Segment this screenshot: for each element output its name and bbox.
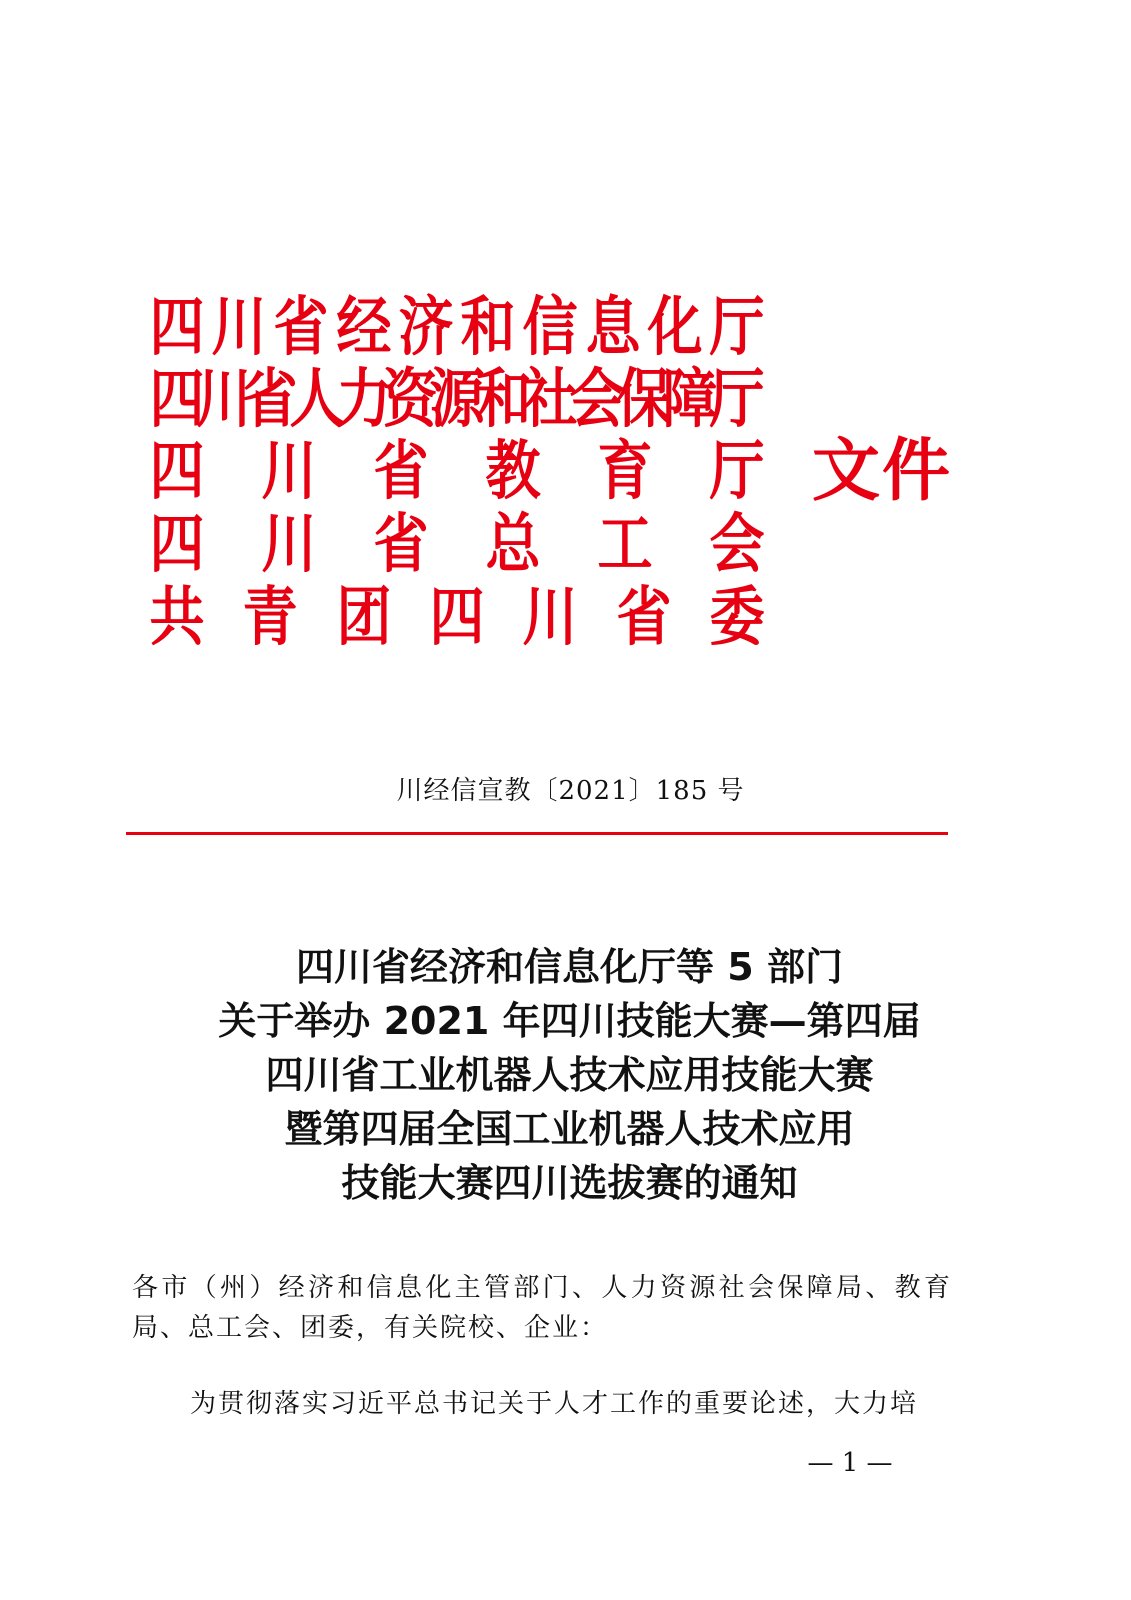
masthead-char: 源 [429,363,485,437]
masthead-char: 委 [709,581,765,655]
masthead-char: 川 [196,363,252,437]
masthead-char: 川 [261,508,317,582]
masthead-char: 省 [273,291,329,365]
masthead-char: 厅 [709,435,765,509]
masthead-char: 四 [149,435,205,509]
masthead-char: 保 [616,363,672,437]
addressee: 各市（州）经济和信息化主管部门、人力资源社会保障局、教育局、总工会、团委，有关院校、企业： [132,1273,952,1343]
document-number: 川经信宣教〔2021〕185 号 [396,776,745,806]
masthead-char: 四 [429,581,485,655]
title-line-3: 四川省工业机器人技术应用技能大赛 [265,1053,874,1097]
masthead [0,0,1131,680]
body-paragraph: 为贯彻落实习近平总书记关于人才工作的重要论述，大力培 [190,1389,919,1419]
title-line-2: 关于举办 2021 年四川技能大赛—第四届 [218,999,921,1043]
masthead-char: 川 [261,435,317,509]
red-separator-line [126,832,948,835]
masthead-char: 经 [336,291,392,365]
masthead-char: 省 [373,508,429,582]
masthead-char: 四 [149,508,205,582]
masthead-char: 济 [398,291,454,365]
masthead-char: 川 [522,581,578,655]
masthead-char: 川 [211,291,267,365]
title-line-4: 暨第四届全国工业机器人技术应用 [284,1107,855,1151]
masthead-char: 厅 [709,363,765,437]
masthead-char: 化 [647,291,703,365]
title-line-1: 四川省经济和信息化厅等 5 部门 [296,945,843,989]
masthead-char: 信 [522,291,578,365]
masthead-char: 工 [597,508,653,582]
masthead-char: 障 [662,363,718,437]
masthead-char: 四 [149,363,205,437]
masthead-char: 和 [476,363,532,437]
masthead-char: 团 [336,581,392,655]
title-line-5: 技能大赛四川选拔赛的通知 [341,1161,798,1205]
masthead-char: 育 [597,435,653,509]
masthead-char: 资 [382,363,438,437]
masthead-char: 共 [149,581,205,655]
page-number: — 1 — [807,1448,893,1478]
masthead-char: 息 [585,291,641,365]
masthead-char: 青 [242,581,298,655]
masthead-char: 省 [373,435,429,509]
masthead-char: 人 [289,363,345,437]
masthead-char: 社 [522,363,578,437]
masthead-char: 省 [616,581,672,655]
document-title [0,940,1131,1210]
masthead-char: 四 [149,291,205,365]
masthead-char: 力 [336,363,392,437]
masthead-char: 和 [460,291,516,365]
masthead-char: 厅 [709,291,765,365]
masthead-char: 会 [709,508,765,582]
masthead-char: 会 [569,363,625,437]
masthead-suffix: 文件 [812,432,953,511]
masthead-char: 教 [485,435,541,509]
masthead-char: 总 [485,508,541,582]
masthead-char: 省 [242,363,298,437]
